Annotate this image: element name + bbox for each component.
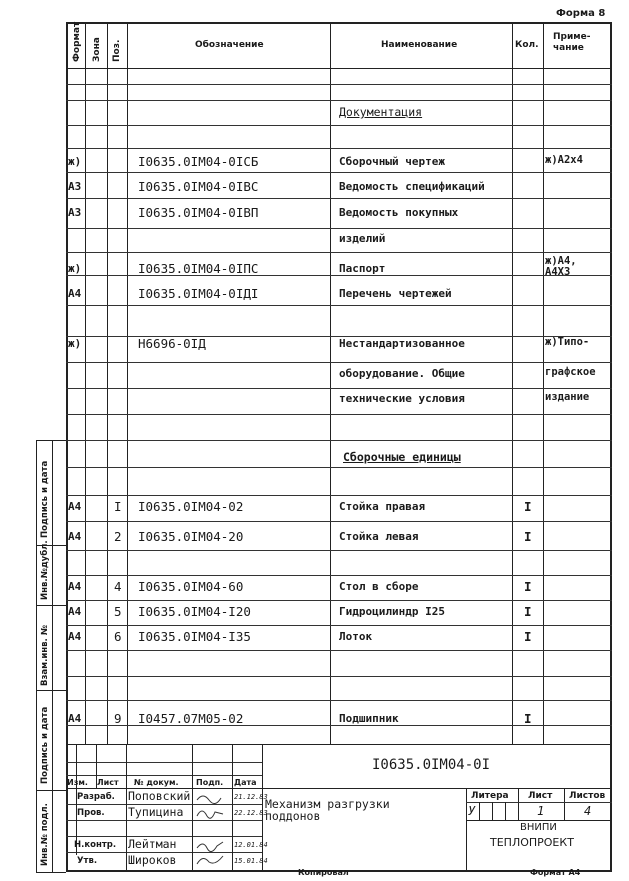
titleblock-top bbox=[66, 744, 612, 745]
row-name: оборудование. Общие bbox=[339, 367, 465, 380]
titleblock-col bbox=[466, 788, 467, 872]
side-strip-border bbox=[36, 440, 37, 872]
row-designation: I0635.0IM04-I20 bbox=[138, 604, 251, 619]
date-normcontrol: 12.01.84 bbox=[234, 841, 268, 849]
col-list: Лист bbox=[97, 778, 119, 787]
row-divider bbox=[66, 700, 612, 701]
titleblock-line bbox=[466, 802, 612, 803]
row-divider bbox=[66, 228, 612, 229]
header-note: Приме- чание bbox=[553, 32, 591, 53]
name-approved: Широков bbox=[128, 853, 177, 867]
row-format: ж) bbox=[68, 262, 82, 275]
row-pos: 5 bbox=[114, 604, 122, 619]
row-divider bbox=[66, 305, 612, 306]
side-label-inv-dup: Инв.№дубл. bbox=[40, 540, 50, 600]
titleblock-line bbox=[466, 820, 612, 821]
side-strip-border bbox=[52, 440, 53, 872]
row-name: технические условия bbox=[339, 392, 465, 405]
col-divider bbox=[512, 22, 513, 744]
product-name-line2: поддонов bbox=[265, 809, 321, 823]
col-divider bbox=[107, 22, 108, 744]
side-strip-line bbox=[36, 690, 66, 691]
row-designation: I0635.0IM04-0IПС bbox=[138, 261, 259, 276]
side-label-replaced-inv: Взам.инв. № bbox=[40, 625, 50, 686]
signatures bbox=[194, 790, 230, 870]
row-pos: 9 bbox=[114, 711, 122, 726]
row-divider bbox=[66, 198, 612, 199]
litera-value: У bbox=[468, 804, 476, 818]
date-approved: 15.01.84 bbox=[234, 857, 268, 865]
name-developer: Поповский bbox=[128, 789, 191, 803]
col-docnum: № докум. bbox=[134, 778, 179, 787]
row-format: А4 bbox=[68, 287, 82, 300]
footer-format: Формат А4 bbox=[530, 868, 581, 877]
row-format: А4 bbox=[68, 630, 82, 643]
row-pos: 6 bbox=[114, 629, 122, 644]
row-qty: I bbox=[524, 711, 532, 726]
row-format: А3 bbox=[68, 180, 82, 193]
row-designation: I0635.0IM04-0IВП bbox=[138, 205, 259, 220]
row-note: ж)А2х4 bbox=[545, 154, 583, 166]
row-format: А4 bbox=[68, 530, 82, 543]
name-checker: Тупицина bbox=[128, 805, 184, 819]
col-divider bbox=[127, 22, 128, 744]
side-label-inv-orig: Инв.№ подл. bbox=[40, 803, 50, 866]
row-qty: I bbox=[524, 604, 532, 619]
row-qty: I bbox=[524, 629, 532, 644]
row-designation: I0635.0IM04-20 bbox=[138, 529, 244, 544]
row-pos: 4 bbox=[114, 579, 122, 594]
row-divider bbox=[66, 625, 612, 626]
row-name: Ведомость покупных bbox=[339, 206, 459, 219]
role-normcontrol: Н.контр. bbox=[74, 840, 117, 850]
row-designation: I0635.0IM04-0IДI bbox=[138, 286, 259, 301]
titleblock-col bbox=[262, 744, 263, 872]
titleblock-col bbox=[564, 788, 565, 820]
role-developer: Разраб. bbox=[77, 792, 115, 802]
row-note: издание bbox=[545, 391, 590, 403]
side-strip-line bbox=[36, 790, 66, 791]
row-designation: I0635.0IM04-0IСБ bbox=[138, 154, 259, 169]
row-divider bbox=[66, 172, 612, 173]
row-name: изделий bbox=[339, 232, 386, 245]
row-format: А3 bbox=[68, 206, 82, 219]
litera-label: Литера bbox=[471, 791, 509, 801]
titleblock-col bbox=[126, 744, 127, 872]
product-name-line1: Механизм разгрузки bbox=[265, 797, 390, 811]
col-divider bbox=[543, 22, 544, 744]
form-label: Форма 8 bbox=[556, 8, 606, 19]
titleblock-col bbox=[479, 802, 480, 820]
row-name: Гидроцилиндр I25 bbox=[339, 605, 445, 618]
header-zone: Зона bbox=[92, 37, 102, 62]
side-label-sign-date-2: Подпись и дата bbox=[40, 706, 50, 784]
header-designation: Обозначение bbox=[195, 40, 264, 50]
section-assembly-units: Сборочные единицы bbox=[343, 450, 461, 464]
row-designation: I0635.0IM04-02 bbox=[138, 499, 244, 514]
doc-number: I0635.0IM04-0I bbox=[372, 757, 491, 773]
header-qty: Кол. bbox=[515, 40, 539, 50]
date-developer: 21.12.83 bbox=[234, 793, 268, 801]
row-divider bbox=[66, 414, 612, 415]
titleblock-line bbox=[262, 788, 612, 789]
row-divider bbox=[66, 521, 612, 522]
row-format: А4 bbox=[68, 605, 82, 618]
org-line1: ВНИПИ bbox=[520, 822, 557, 833]
row-name: Ведомость спецификаций bbox=[339, 180, 485, 193]
row-pos: 2 bbox=[114, 529, 122, 544]
name-normcontrol: Лейтман bbox=[128, 837, 177, 851]
sheets-value: 4 bbox=[584, 804, 592, 818]
row-designation: I0635.0IM04-I35 bbox=[138, 629, 251, 644]
row-divider bbox=[66, 575, 612, 576]
row-format: А4 bbox=[68, 500, 82, 513]
role-checker: Пров. bbox=[77, 808, 105, 818]
titleblock-col bbox=[492, 802, 493, 820]
row-name: Стойка правая bbox=[339, 500, 426, 513]
row-name: Перечень чертежей bbox=[339, 287, 452, 300]
header-format: Формат bbox=[72, 21, 82, 62]
row-format: А4 bbox=[68, 712, 82, 725]
row-divider bbox=[66, 440, 612, 441]
row-designation: Н6696-0IД bbox=[138, 336, 206, 351]
sheets-label: Листов bbox=[569, 791, 606, 801]
section-documentation: Документация bbox=[339, 105, 423, 119]
row-divider bbox=[66, 676, 612, 677]
row-qty: I bbox=[524, 579, 532, 594]
row-designation: I0635.0IM04-0IВС bbox=[138, 179, 259, 194]
titleblock-col bbox=[192, 744, 193, 872]
row-qty: I bbox=[524, 529, 532, 544]
col-divider bbox=[85, 22, 86, 744]
header-pos: Поз. bbox=[112, 39, 122, 62]
titleblock-col bbox=[505, 802, 506, 820]
col-divider bbox=[330, 22, 331, 744]
role-approved: Утв. bbox=[77, 856, 98, 866]
row-divider bbox=[66, 600, 612, 601]
row-format: ж) bbox=[68, 155, 82, 168]
sheet-label: Лист bbox=[528, 791, 553, 801]
row-name: Паспорт bbox=[339, 262, 386, 275]
date-checker: 22.12.83 bbox=[234, 809, 268, 817]
col-date: Дата bbox=[234, 778, 257, 787]
org-line2: ТЕПЛОПРОЕКТ bbox=[490, 836, 574, 849]
header-divider bbox=[66, 68, 612, 69]
side-strip-line bbox=[36, 872, 66, 873]
row-note: графское bbox=[545, 366, 596, 378]
row-note: ж)А4, А4Х3 bbox=[545, 255, 577, 278]
header-name: Наименование bbox=[381, 40, 458, 50]
row-name: Стол в сборе bbox=[339, 580, 419, 593]
row-divider bbox=[66, 362, 612, 363]
row-note: ж)Типо- bbox=[545, 336, 590, 348]
col-izm: Изм. bbox=[67, 778, 88, 787]
row-divider bbox=[66, 125, 612, 126]
titleblock-col bbox=[232, 744, 233, 872]
titleblock-col bbox=[518, 788, 519, 820]
row-designation: I0457.07M05-02 bbox=[138, 711, 244, 726]
row-name: Стойка левая bbox=[339, 530, 419, 543]
row-format: ж) bbox=[68, 337, 82, 350]
row-divider bbox=[66, 650, 612, 651]
row-divider bbox=[66, 148, 612, 149]
row-format: А4 bbox=[68, 580, 82, 593]
row-pos: I bbox=[114, 499, 122, 514]
col-sign: Подп. bbox=[196, 778, 224, 787]
side-strip-line bbox=[36, 440, 66, 441]
side-label-sign-date: Подпись и дата bbox=[40, 460, 50, 538]
row-divider bbox=[66, 550, 612, 551]
footer-copied: Копировал bbox=[298, 868, 349, 877]
row-divider bbox=[66, 100, 612, 101]
row-name: Сборочный чертеж bbox=[339, 155, 445, 168]
row-name: Лоток bbox=[339, 630, 373, 643]
row-name: Нестандартизованное bbox=[339, 337, 465, 350]
row-divider bbox=[66, 388, 612, 389]
row-name: Подшипник bbox=[339, 712, 399, 725]
row-qty: I bbox=[524, 499, 532, 514]
row-divider bbox=[66, 495, 612, 496]
sheet-value: 1 bbox=[537, 804, 545, 818]
row-divider bbox=[66, 84, 612, 85]
row-divider bbox=[66, 467, 612, 468]
row-designation: I0635.0IM04-60 bbox=[138, 579, 244, 594]
row-divider bbox=[66, 252, 612, 253]
side-strip-line bbox=[36, 605, 66, 606]
